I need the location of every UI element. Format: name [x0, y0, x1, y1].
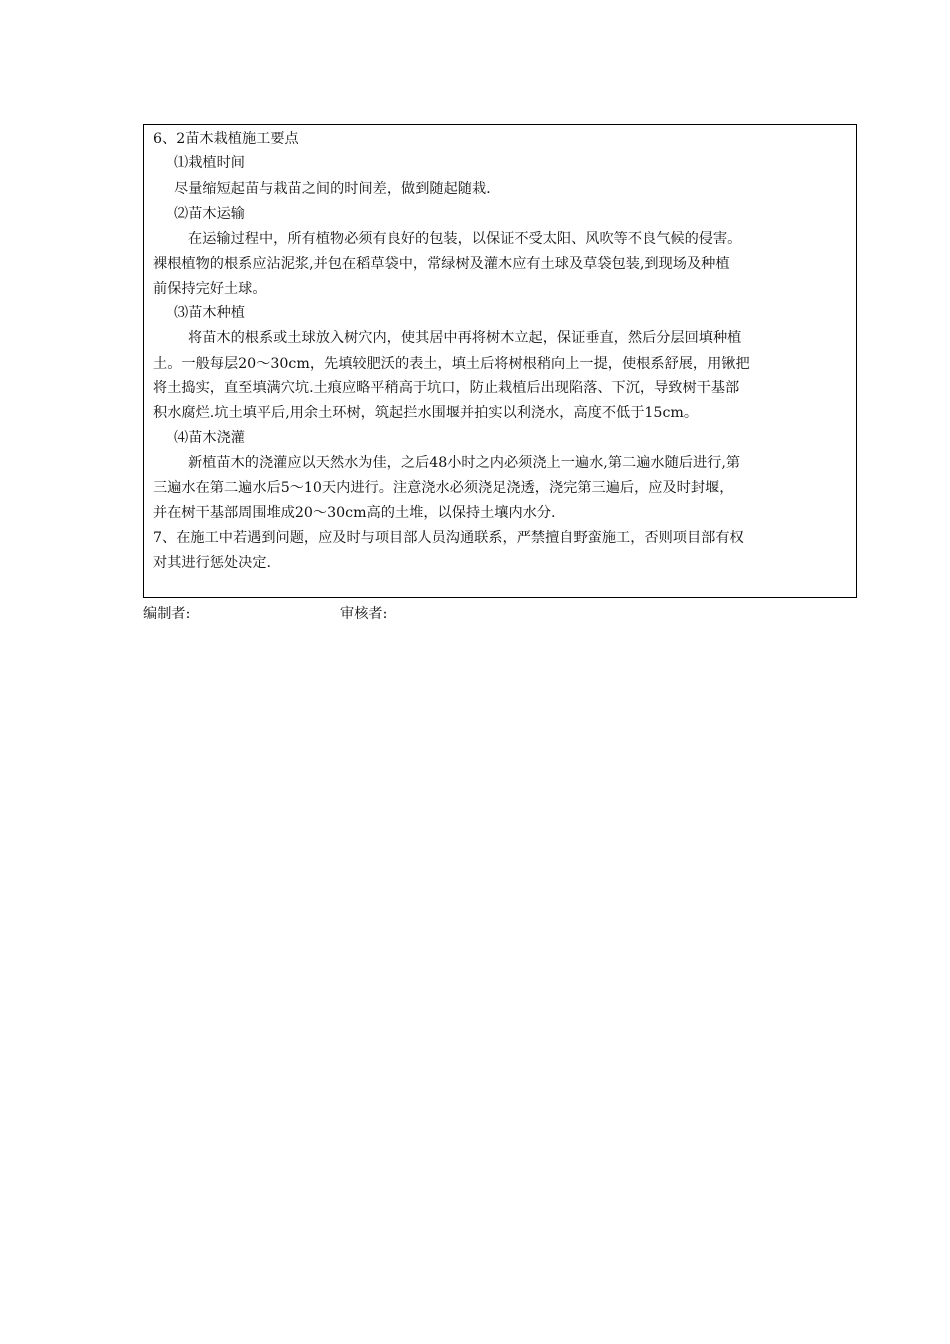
- paragraph-line: 7、在施工中若遇到问题，应及时与项目部人员沟通联系，严禁擅自野蛮施工，否则项目部有权: [153, 530, 744, 546]
- paragraph-line: 在运输过程中，所有植物必须有良好的包装，以保证不受太阳、风吹等不良气候的侵害。: [188, 231, 742, 247]
- paragraph-line: 将土捣实，直至填满穴坑.土痕应略平稍高于坑口，防止栽植后出现陷落、下沉，导致树干基部: [153, 380, 740, 396]
- paragraph-line: 积水腐烂.坑土填平后,用余土环树，筑起拦水围堰并拍实以利浇水，高度不低于15cm。: [153, 405, 699, 421]
- paragraph-line: 并在树干基部周围堆成20～30cm高的土堆，以保持土壤内水分.: [153, 505, 556, 521]
- paragraph-line: 三遍水在第二遍水后5～10天内进行。注意浇水必须浇足浇透，浇完第三遍后，应及时封堰，: [153, 480, 734, 496]
- paragraph-line: 将苗木的根系或土球放入树穴内，使其居中再将树木立起，保证垂直，然后分层回填种植: [188, 330, 742, 346]
- subheading-planting-time: ⑴栽植时间: [174, 155, 245, 171]
- paragraph-line: 对其进行惩处决定.: [153, 555, 272, 571]
- subheading-transport: ⑵苗木运输: [174, 206, 245, 222]
- paragraph-line: 裸根植物的根系应沾泥浆,并包在稻草袋中，常绿树及灌木应有土球及草袋包装,到现场及种植: [153, 256, 730, 272]
- editor-label: 编制者:: [143, 606, 191, 622]
- reviewer-label: 审核者:: [340, 606, 388, 622]
- paragraph-line: 新植苗木的浇灌应以天然水为佳，之后48小时之内必须浇上一遍水,第二遍水随后进行,第: [188, 455, 741, 471]
- paragraph-line: 尽量缩短起苗与栽苗之间的时间差，做到随起随栽.: [174, 181, 491, 197]
- subheading-watering: ⑷苗木浇灌: [174, 430, 245, 446]
- subheading-planting: ⑶苗木种植: [174, 305, 245, 321]
- paragraph-line: 土。一般每层20～30cm，先填较肥沃的表土，填土后将树根稍向上一提，使根系舒展，用锹把: [153, 356, 750, 372]
- paragraph-line: 前保持完好土球。: [153, 281, 267, 297]
- section-heading: 6、2苗木栽植施工要点: [153, 131, 299, 147]
